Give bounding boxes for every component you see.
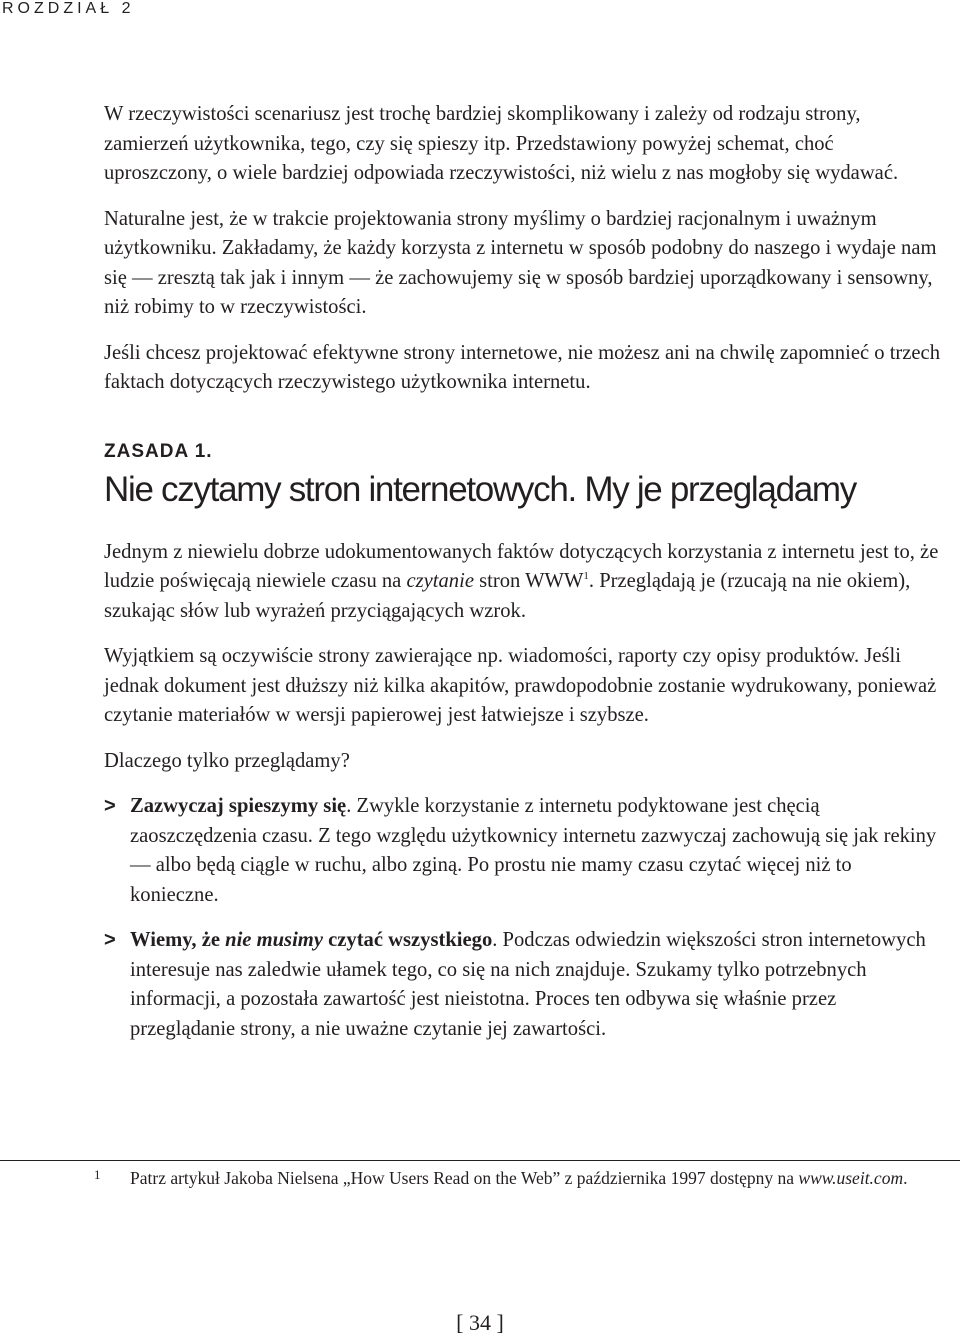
- bullet-marker-icon: >: [104, 929, 116, 951]
- intro-paragraph-1: W rzeczywistości scenariusz jest trochę bardziej skomplikowany i zależy od rodzaju strony, zamierzeń użytkownika, tego, czy się spieszy itp. Przedstawiony powyżej schemat, choć uproszczony, o wiele bardziej odpowiada rzeczywistości, niż wielu z nas mogłoby się wydawać.: [104, 103, 899, 184]
- list-item: [104, 926, 944, 1044]
- intro-paragraph-3: Jeśli chcesz projektować efektywne strony internetowe, nie możesz ani na chwilę zapomnieć o trzech faktach dotyczących rzeczywistego użytkownika internetu.: [104, 341, 940, 393]
- text-run: . Przeglądają je (rzucają na nie okiem), szukając słów lub wyrażeń przyciągających wzrok.: [104, 570, 911, 622]
- chapter-header: ROZDZIAŁ 2: [2, 0, 135, 17]
- section-label: ZASADA 1.: [104, 440, 213, 462]
- footnote: [94, 1166, 924, 1191]
- emphasis-czytanie: czytanie: [406, 570, 474, 592]
- section-paragraph-2: Wyjątkiem są oczywiście strony zawierające np. wiadomości, raporty czy opisy produktów. Jeśli jednak dokument jest dłuższy niż kilka akapitów, prawdopodobnie zostanie wydrukowany, ponieważ czytanie materiałów w wersji papierowej jest łatwiejsze i szybsze.: [104, 645, 937, 726]
- bullet-text: . Zwykle korzystanie z internetu podyktowane jest chęcią zaoszczędzenia czasu. Z tego względu użytkownicy internetu zazwyczaj zachowują się jak rekiny — albo będą ciągle w ruchu, albo zginą. Po prostu nie mamy czasu czytać więcej niż to konieczne.: [130, 795, 937, 906]
- section-title: Nie czytamy stron internetowych. My je przeglądamy: [104, 469, 856, 509]
- intro-paragraph-2: Naturalne jest, że w trakcie projektowania strony myślimy o bardziej racjonalnym i uważnym użytkowniku. Zakładamy, że każdy korzysta z internetu w sposób podobny do naszego i wydaje nam się — zresztą tak jak i innym — że zachowujemy się w sposób bardziej uporządkowany i sensowny, niż robimy to w rzeczywistości.: [104, 207, 937, 318]
- footnote-text: Patrz artykuł Jakoba Nielsena „How Users Read on the Web” z października 1997 dostępny na: [130, 1168, 799, 1188]
- emphasis-nie-musimy: nie musimy: [225, 929, 323, 951]
- footnote-link[interactable]: www.useit.com: [798, 1168, 904, 1188]
- bullet-lead: [130, 929, 492, 951]
- footnote-reference[interactable]: 1: [583, 570, 589, 583]
- page-number: [ 34 ]: [456, 1310, 504, 1335]
- section-question: Dlaczego tylko przeglądamy?: [104, 749, 350, 772]
- list-item: [104, 792, 944, 910]
- text-run: .: [903, 1168, 908, 1188]
- footnote-number: 1: [94, 1167, 101, 1182]
- text-run: Jednym z niewielu dobrze udokumentowanych faktów dotyczących korzystania z internetu jest to, że ludzie poświęcają niewiele czasu na: [104, 540, 939, 592]
- bullet-lead: Zazwyczaj spieszymy się: [130, 795, 347, 817]
- bullet-text: . Podczas odwiedzin większości stron internetowych interesuje nas zaledwie ułamek tego, co się na nich znajduje. Szukamy tylko potrzebnych informacji, a pozostała zawartość jest nieistotna. Proces ten odbywa się właśnie przez przeglądanie strony, a nie uważne czytanie jej zawartości.: [130, 929, 926, 1040]
- section-paragraph-1: [104, 538, 944, 627]
- bullet-list: [104, 792, 944, 1044]
- text-run: Wiemy, że: [130, 929, 226, 951]
- text-run: czytać wszystkiego: [322, 929, 493, 951]
- bullet-marker-icon: >: [104, 795, 116, 817]
- text-run: stron WWW: [473, 570, 584, 592]
- main-content: [104, 100, 944, 1044]
- footnote-divider: [0, 1160, 960, 1161]
